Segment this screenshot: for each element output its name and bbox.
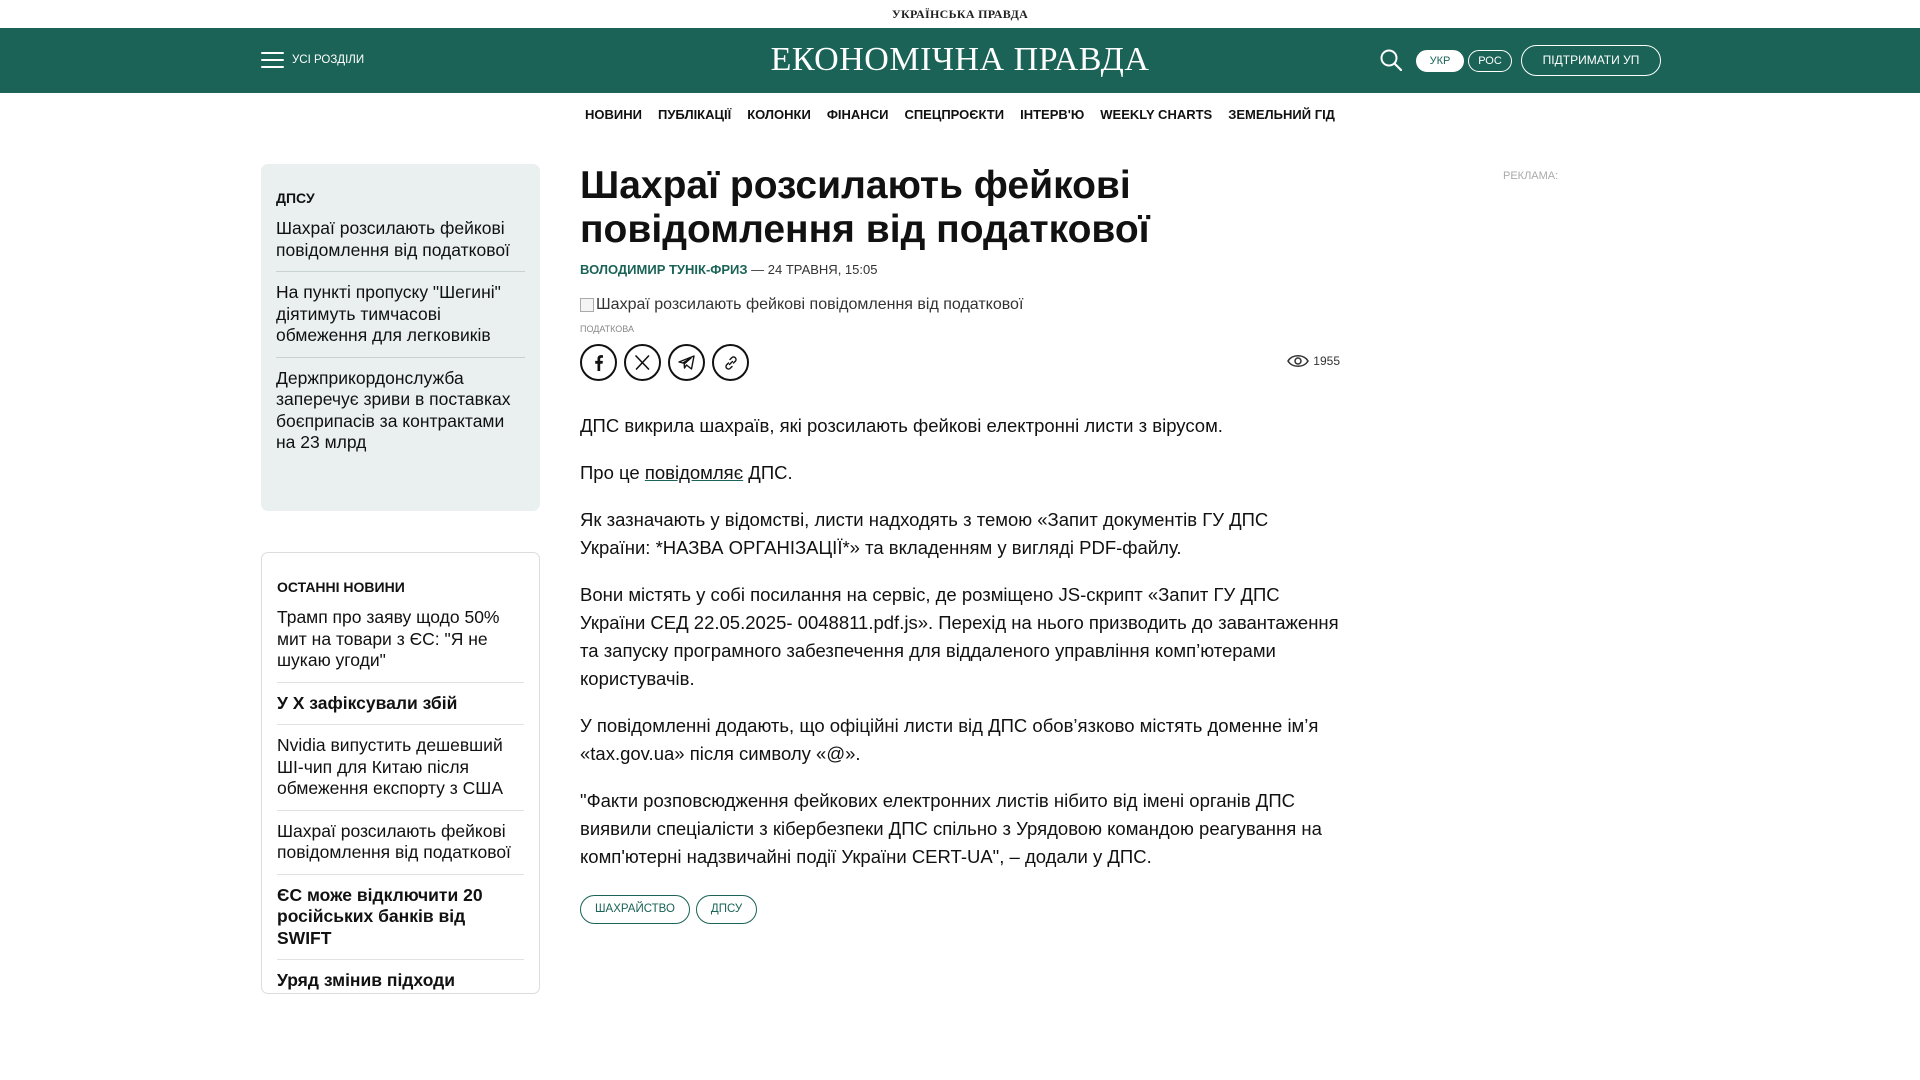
site-logo[interactable]: ЕКОНОМІЧНА ПРАВДА: [770, 41, 1150, 78]
paragraph: ДПС викрила шахраїв, які розсилають фейкові електронні листи з вірусом.: [580, 415, 1223, 436]
share-bar: [580, 344, 1340, 382]
paragraph-text: ДПС.: [743, 462, 793, 483]
telegram-icon[interactable]: [668, 344, 705, 381]
latest-news-item[interactable]: Шахраї розсилають фейкові повідомлення від податкової: [277, 811, 524, 875]
views-count: 1955: [1313, 354, 1340, 368]
latest-news-title: ОСТАННІ НОВИНИ: [277, 579, 405, 595]
x-twitter-icon[interactable]: [624, 344, 661, 381]
nav-item-specprojects[interactable]: СПЕЦПРОЄКТИ: [904, 106, 1005, 122]
all-sections-button[interactable]: [261, 50, 364, 70]
latest-news-item[interactable]: ЄС може відключити 20 російських банків від SWIFT: [277, 875, 524, 961]
image-caption: ПОДАТКОВА: [580, 324, 635, 334]
hamburger-icon: [261, 52, 284, 68]
topic-item[interactable]: Шахраї розсилають фейкові повідомлення від податкової: [276, 216, 525, 272]
article-title: Шахраї розсилають фейкові повідомлення від податкової: [580, 164, 1150, 251]
article-image: [580, 296, 1340, 314]
paragraph: Як зазначають у відомстві, листи надходять з темою «Запит документів ГУ ДПС України: *НАЗВА ОРГАНІЗАЦІЇ*» та вкладенням у вигляді PDF-файлу.: [580, 509, 1269, 558]
source-link[interactable]: повідомляє: [644, 462, 744, 483]
topic-item[interactable]: На пункті пропуску "Шегині" діятимуть тимчасові обмеження для легковиків: [276, 272, 525, 358]
lang-ukr-button[interactable]: УКР: [1416, 50, 1464, 72]
nav-item-publications[interactable]: ПУБЛІКАЦІЇ: [658, 106, 732, 122]
ad-label: РЕКЛАМА:: [1503, 170, 1559, 182]
article: [580, 164, 1340, 924]
support-button[interactable]: ПІДТРИМАТИ УП: [1521, 45, 1661, 76]
paragraph: [580, 459, 1340, 487]
search-icon[interactable]: [1379, 48, 1403, 72]
tags: [580, 895, 1340, 924]
nav-item-interviews[interactable]: ІНТЕРВ'Ю: [1020, 106, 1085, 122]
main-nav: [0, 93, 1920, 135]
article-body: [580, 412, 1340, 871]
top-strip: [0, 0, 1920, 28]
topic-sidebar-title[interactable]: ДПСУ: [276, 190, 315, 206]
paragraph: У повідомленні додають, що офіційні листи від ДПС обов’язково містять доменне ім’я «tax.gov.ua» після символу «@».: [580, 715, 1319, 764]
nav-item-news[interactable]: НОВИНИ: [585, 106, 642, 122]
broken-image-icon: [580, 298, 594, 312]
latest-news-item[interactable]: Трамп про заяву щодо 50% мит на товари з ЄС: "Я не шукаю угоди": [277, 605, 524, 683]
latest-news-item[interactable]: Уряд змінив підходи: [277, 960, 524, 994]
latest-news-item[interactable]: У Х зафіксували збій: [277, 683, 524, 726]
facebook-icon[interactable]: [580, 344, 617, 381]
views-counter: [1287, 354, 1340, 368]
site-name[interactable]: УКРАЇНСЬКА ПРАВДА: [891, 7, 1029, 21]
nav-item-land-guide[interactable]: ЗЕМЕЛЬНИЙ ГІД: [1228, 106, 1335, 122]
byline: [580, 262, 1340, 277]
latest-news-sidebar: [261, 552, 540, 994]
paragraph: "Факти розповсюдження фейкових електронних листів нібито від імені органів ДПС виявили спеціалісти з кібербезпеки ДПС спільно з Урядовою командою реагування на комп'ютерні надзвичайні події України CERT-UA", – додали у ДПС.: [580, 790, 1322, 867]
paragraph: Вони містять у собі посилання на сервіс, де розміщено JS-скрипт «Запит ГУ ДПС України СЕД 22.05.2025- 0048811.pdf.js». Перехід на нього призводить до завантаження та запуску програмного забезпечення для віддаленого управління комп’ютерами користувачів.: [580, 584, 1339, 689]
tag-dpsu[interactable]: ДПСУ: [696, 895, 757, 924]
lang-ros-button[interactable]: РОС: [1468, 50, 1512, 72]
copy-link-icon[interactable]: [712, 344, 749, 381]
nav-item-columns[interactable]: КОЛОНКИ: [747, 106, 811, 122]
nav-item-weekly-charts[interactable]: WEEKLY CHARTS: [1100, 106, 1213, 122]
nav-item-finance[interactable]: ФІНАНСИ: [826, 106, 889, 122]
publish-date: — 24 ТРАВНЯ, 15:05: [751, 262, 878, 277]
topic-sidebar: [261, 164, 540, 511]
all-sections-label: УСІ РОЗДІЛИ: [292, 54, 365, 66]
author-link[interactable]: ВОЛОДИМИР ТУНІК-ФРИЗ: [580, 262, 748, 277]
article-image-alt: Шахраї розсилають фейкові повідомлення від податкової: [596, 296, 1024, 313]
paragraph-text: Про це: [580, 462, 645, 483]
main-header: [0, 28, 1920, 93]
latest-news-item[interactable]: Nvidia випустить дешевший ШІ-чип для Китаю після обмеження експорту з США: [277, 725, 524, 811]
eye-icon: [1287, 354, 1309, 368]
topic-item[interactable]: Держприкордонслужба заперечує зриви в поставках боєприпасів за контрактами на 23 млрд: [276, 367, 511, 452]
tag-fraud[interactable]: ШАХРАЙСТВО: [580, 895, 690, 924]
